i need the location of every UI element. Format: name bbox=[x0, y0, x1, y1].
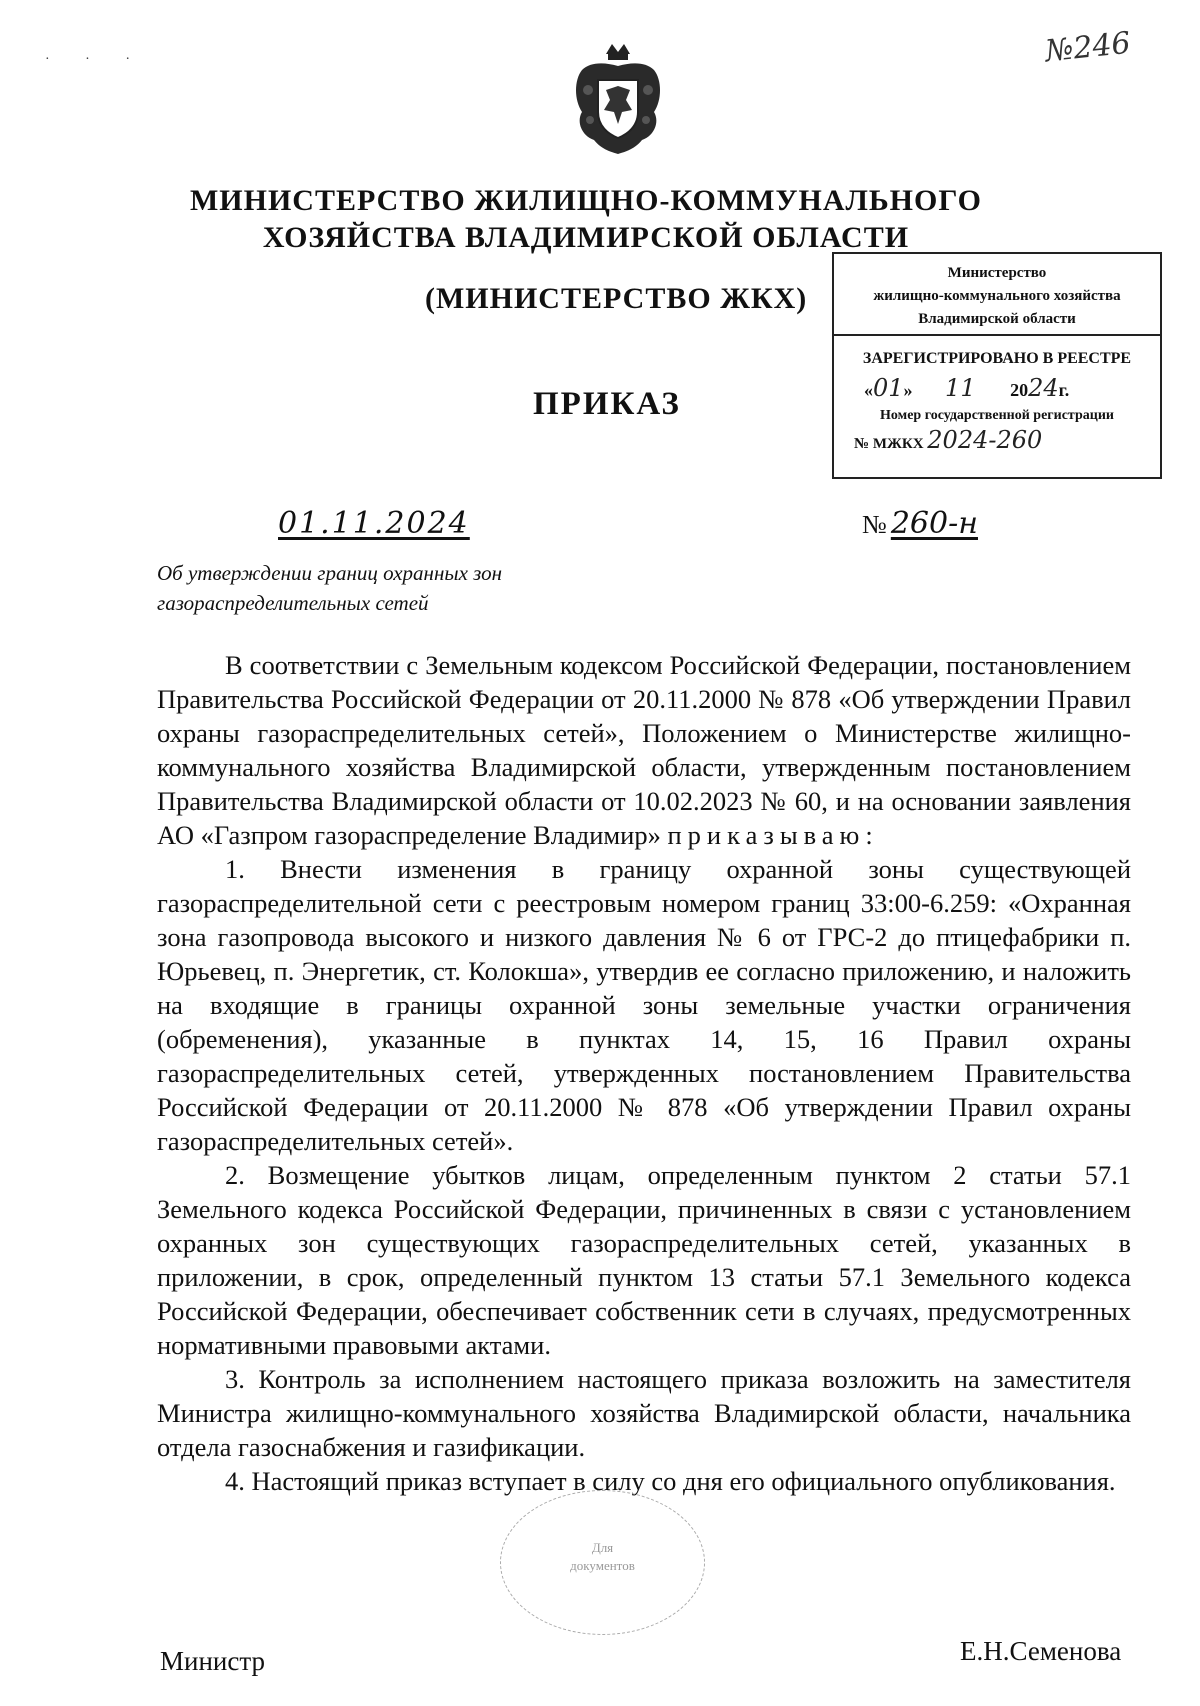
ministry-line-2: ХОЗЯЙСТВА ВЛАДИМИРСКОЙ ОБЛАСТИ bbox=[262, 221, 910, 254]
registration-stamp bbox=[832, 252, 1162, 479]
faint-stamp-line-1: Для bbox=[591, 1540, 614, 1555]
order-subject bbox=[157, 558, 597, 618]
item-3: 3. Контроль за исполнением настоящего приказа возложить на заместителя Министра жилищно-коммунального хозяйства Владимирской области, начальника отдела газоснабжения и газификации. bbox=[157, 1364, 1131, 1462]
faint-stamp bbox=[500, 1490, 705, 1635]
subject-line-1: Об утверждении границ охранных зон bbox=[157, 561, 503, 585]
document-type-title: ПРИКАЗ bbox=[533, 386, 681, 422]
stamp-registered-title: ЗАРЕГИСТРИРОВАНО В РЕЕСТРЕ bbox=[862, 350, 1132, 367]
order-date: 01.11.2024 bbox=[278, 506, 470, 541]
ministry-short-name: (МИНИСТЕРСТВО ЖКХ) bbox=[425, 282, 808, 315]
stamp-date-year-prefix: 20 bbox=[1010, 380, 1029, 400]
order-number-value: 260-н bbox=[890, 506, 978, 541]
faint-stamp-line-2: документов bbox=[570, 1558, 635, 1573]
stamp-org-line-3: Владимирской области bbox=[918, 311, 1076, 327]
signatory-position: Министр bbox=[160, 1646, 265, 1676]
coat-of-arms-icon bbox=[568, 40, 668, 158]
stamp-registration-number bbox=[854, 426, 1160, 454]
preamble-text: В соответствии с Земельным кодексом Российской Федерации, постановлением Правительства Российской Федерации от 20.11.2000 № 878 «Об утверждении Правил охраны газораспределительных сетей», Положением о Министерстве жилищно-коммунального хозяйства Владимирской области, утвержденным постановлением Правительства Владимирской области от 10.02.2023 № 60, и на основании заявления АО «Газпром газораспределение Владимир» bbox=[157, 650, 1131, 850]
preamble-order-word: приказываю: bbox=[667, 820, 879, 850]
ministry-name bbox=[0, 182, 1200, 256]
order-body bbox=[157, 648, 1131, 1498]
handwritten-note: №246 bbox=[1043, 25, 1133, 70]
stamp-org-line-2: жилищно-коммунального хозяйства bbox=[873, 288, 1121, 304]
item-4: 4. Настоящий приказ вступает в силу со дня его официального опубликования. bbox=[225, 1466, 1116, 1496]
ministry-line-1: МИНИСТЕРСТВО ЖИЛИЩНО-КОММУНАЛЬНОГО bbox=[189, 184, 983, 217]
stamp-number-value: 2024-260 bbox=[927, 426, 1043, 454]
item-2: 2. Возмещение убытков лицам, определенным пунктом 2 статьи 57.1 Земельного кодекса Российской Федерации, причиненных в связи с установлением охранных зон существующих газораспределительных сетей, указанных в приложении, в срок, определенный пунктом 13 статьи 57.1 Земельного кодекса Российской Федерации, обеспечивает собственник сети в случаях, предусмотренных нормативными правовыми актами. bbox=[157, 1160, 1131, 1360]
stamp-registration-date: «01» 11 2024г. bbox=[864, 374, 1070, 402]
stamp-organization bbox=[834, 254, 1160, 336]
signatory-name: Е.Н.Семенова bbox=[960, 1636, 1122, 1666]
scan-specks: · · · bbox=[45, 52, 146, 67]
preamble-paragraph bbox=[157, 648, 1131, 852]
order-number-prefix: № bbox=[862, 510, 887, 539]
stamp-number-prefix: № МЖКХ bbox=[854, 436, 924, 452]
stamp-org-line-1: Министерство bbox=[947, 265, 1047, 281]
order-number bbox=[862, 506, 978, 541]
stamp-date-year-suffix: 24 bbox=[1028, 374, 1059, 402]
subject-line-2: газораспределительных сетей bbox=[157, 591, 429, 615]
stamp-date-day: 01 bbox=[873, 374, 904, 402]
stamp-number-label: Номер государственной регистрации bbox=[880, 408, 1114, 423]
item-1: 1. Внести изменения в границу охранной зоны существующей газораспределительной сети с реестровым номером границ 33:00-6.259: «Охранная зона газопровода высокого и низкого давления № 6 от ГРС-2 до птицефабрики п. Юрьевец, п. Энергетик, ст. Колокша», утвердив ее согласно приложению, и наложить на входящие в границы охранной зоны земельные участки ограничения (обременения), указанные в пунктах 14, 15, 16 Правил охраны газораспределительных сетей, утвержденных постановлением Правительства Российской Федерации от 20.11.2000 № 878 «Об утверждении Правил охраны газораспределительных сетей». bbox=[157, 854, 1131, 1156]
stamp-date-suffix: г. bbox=[1058, 380, 1070, 400]
stamp-date-month: 11 bbox=[945, 374, 976, 402]
